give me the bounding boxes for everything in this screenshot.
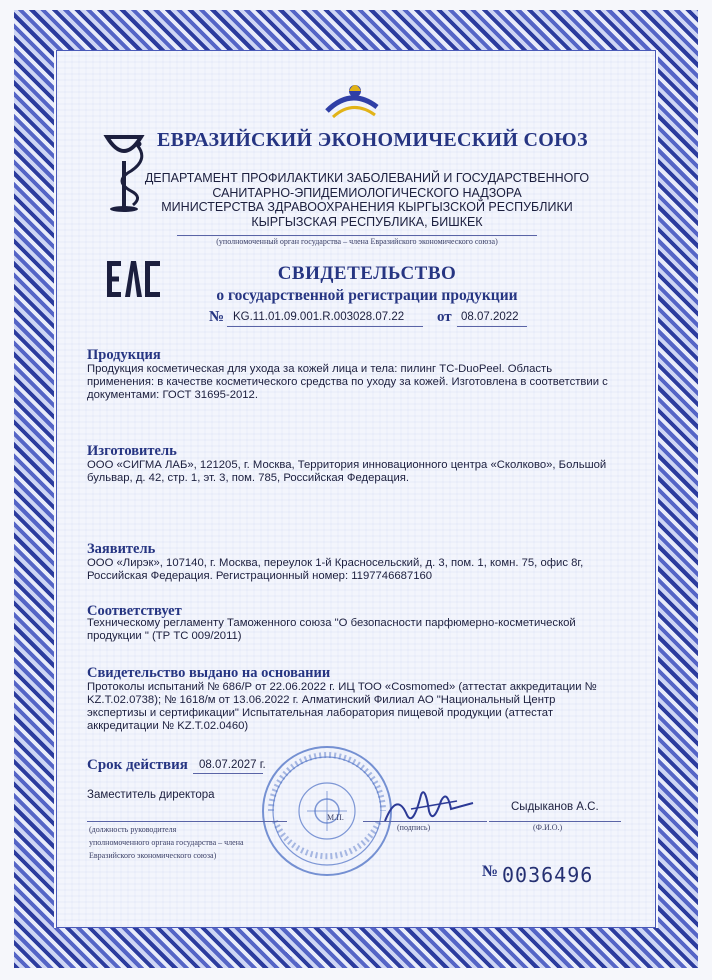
serial-number: 0036496 bbox=[502, 863, 594, 887]
conformity-text: Техническому регламенту Таможенного союза "О безопасности парфюмерно-косметической продукции " (ТР ТС 009/2011) bbox=[87, 617, 576, 642]
validity-label: Срок действия bbox=[87, 757, 188, 773]
caption-line: (должность руководителя bbox=[89, 825, 177, 834]
signatory-name: Сыдыканов А.С. bbox=[511, 801, 599, 813]
certificate-title: СВИДЕТЕЛЬСТВО bbox=[277, 263, 457, 284]
department-line: МИНИСТЕРСТВА ЗДРАВООХРАНЕНИЯ КЫРГЫЗСКОЙ РЕСПУБЛИКИ bbox=[161, 200, 573, 214]
signature-caption: (подпись) bbox=[397, 823, 431, 832]
fio-caption: (Ф.И.О.) bbox=[533, 823, 563, 832]
validity-value: 08.07.2027 г. bbox=[199, 759, 266, 771]
basis-title: Свидетельство выдано на основании bbox=[87, 665, 331, 681]
signatory-position: Заместитель директора bbox=[87, 789, 215, 801]
handwritten-signature-icon bbox=[377, 781, 487, 831]
certificate-body bbox=[56, 50, 656, 928]
authority-note: (уполномоченный орган государства – члена Евразийского экономического союза) bbox=[216, 237, 498, 246]
position-caption bbox=[89, 823, 289, 862]
divider bbox=[227, 326, 423, 327]
divider bbox=[177, 235, 537, 236]
department-block bbox=[137, 171, 597, 229]
date-label: от bbox=[437, 309, 452, 325]
department-line: ДЕПАРТАМЕНТ ПРОФИЛАКТИКИ ЗАБОЛЕВАНИЙ И ГОСУДАРСТВЕННОГО bbox=[144, 171, 590, 185]
product-title: Продукция bbox=[87, 347, 161, 363]
department-line: КЫРГЫЗСКАЯ РЕСПУБЛИКА, БИШКЕК bbox=[251, 214, 483, 229]
divider bbox=[87, 821, 287, 822]
certificate-date: 08.07.2022 bbox=[461, 311, 519, 323]
department-line: САНИТАРНО-ЭПИДЕМИОЛОГИЧЕСКОГО НАДЗОРА bbox=[212, 185, 522, 200]
eac-logo-icon bbox=[105, 257, 163, 301]
applicant-text: ООО «Лирэк», 107140, г. Москва, переулок 1-й Красносельский, д. 3, пом. 1, комн. 75, офис 8г, Российская Федерация. Регистрационный номер: 1197746687160 bbox=[87, 557, 584, 582]
divider bbox=[457, 326, 527, 327]
conformity-title: Соответствует bbox=[87, 603, 182, 619]
eaeu-emblem-icon bbox=[319, 77, 383, 123]
seal-place-caption: М.П. bbox=[327, 813, 344, 822]
basis-text: Протоколы испытаний № 686/Р от 22.06.2022 г. ИЦ ТОО «Cosmomed» (аттестат аккредитации № KZ.T.02.0738); № 1618/м от 13.06.2022 г. Алматинский Филиал АО "Национальный Центр экспертизы и сертификации" Испытательная лаборатория пищевой продукции (аттестат аккредитации № KZ.T.02.0460) bbox=[87, 681, 597, 732]
manufacturer-title: Изготовитель bbox=[87, 443, 177, 459]
product-text: Продукция косметическая для ухода за кожей лица и тела: пилинг TC-DuoPeel. Область применения: в качестве косметического средства по уходу за кожей. Изготовлена в соответствии с документами: ГОСТ 31695-2012. bbox=[87, 363, 608, 401]
caption-line: уполномоченного органа государства – члена bbox=[89, 838, 244, 847]
manufacturer-text: ООО «СИГМА ЛАБ», 121205, г. Москва, Территория инновационного центра «Сколково», Большой бульвар, д. 42, стр. 1, эт. 3, пом. 785, Российская Федерация. bbox=[87, 459, 607, 484]
divider bbox=[489, 821, 621, 822]
divider bbox=[193, 773, 263, 774]
divider bbox=[363, 821, 487, 822]
serial-label: № bbox=[482, 863, 499, 880]
caption-line: Евразийского экономического союза) bbox=[89, 851, 217, 860]
certificate-number: KG.11.01.09.001.R.003028.07.22 bbox=[233, 311, 405, 323]
number-label: № bbox=[209, 309, 225, 325]
certificate-subtitle: о государственной регистрации продукции bbox=[216, 287, 518, 304]
applicant-title: Заявитель bbox=[87, 541, 156, 557]
union-title: ЕВРАЗИЙСКИЙ ЭКОНОМИЧЕСКИЙ СОЮЗ bbox=[157, 129, 588, 151]
